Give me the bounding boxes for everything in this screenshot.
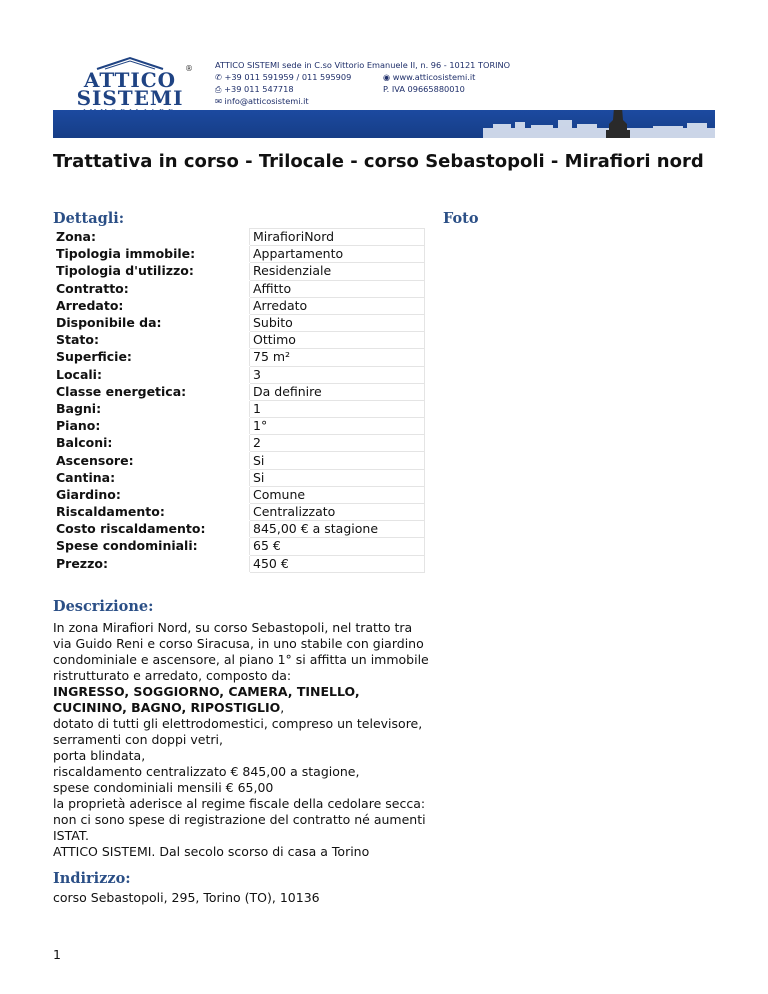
detail-value: Da definire [250, 383, 425, 400]
fax-number: +39 011 547718 [224, 84, 294, 94]
detail-value: Subito [250, 314, 425, 331]
letterhead [53, 50, 715, 138]
detail-value: 845,00 € a stagione [250, 521, 425, 538]
detail-label: Cantina: [53, 469, 250, 486]
detail-label: Stato: [53, 332, 250, 349]
details-row [53, 280, 425, 297]
detail-value: MirafioriNord [250, 229, 425, 246]
detail-value: Si [250, 469, 425, 486]
details-row [53, 521, 425, 538]
detail-value: 450 € [250, 555, 425, 572]
detail-label: Zona: [53, 229, 250, 246]
phone-number: +39 011 591959 / 011 595909 [224, 72, 352, 82]
detail-value: Arredato [250, 297, 425, 314]
details-row [53, 452, 425, 469]
detail-label: Bagni: [53, 400, 250, 417]
details-row [53, 332, 425, 349]
description-intro: In zona Mirafiori Nord, su corso Sebastopoli, nel tratto tra via Guido Reni e corso Siracusa, in uno stabile con giardino condominiale e ascensore, al piano 1° si affitta un immobile ristrutturato e arredato, composto da: [53, 620, 429, 683]
photo-heading: Foto [443, 210, 479, 227]
detail-label: Ascensore: [53, 452, 250, 469]
details-row [53, 435, 425, 452]
detail-label: Tipologia d'utilizzo: [53, 263, 250, 280]
detail-label: Disponibile da: [53, 314, 250, 331]
description-text [53, 620, 433, 860]
registered-mark: ® [185, 64, 193, 73]
details-table [53, 228, 425, 573]
detail-label: Costo riscaldamento: [53, 521, 250, 538]
details-row [53, 366, 425, 383]
details-row [53, 297, 425, 314]
detail-value: Affitto [250, 280, 425, 297]
description-line: la proprietà aderisce al regime fiscale della cedolare secca: non ci sono spese di registrazione del contratto né aumenti ISTAT. [53, 796, 426, 843]
detail-label: Arredato: [53, 297, 250, 314]
vat-number: P. IVA 09665880010 [383, 84, 465, 94]
detail-value: 1 [250, 400, 425, 417]
details-row [53, 538, 425, 555]
detail-label: Prezzo: [53, 555, 250, 572]
detail-value: Si [250, 452, 425, 469]
detail-value: Centralizzato [250, 504, 425, 521]
phone-line [215, 72, 351, 83]
email-line [215, 96, 309, 107]
detail-value: Residenziale [250, 263, 425, 280]
phone-icon: ✆ [215, 72, 222, 82]
details-row [53, 504, 425, 521]
description-heading: Descrizione: [53, 598, 154, 615]
detail-value: Comune [250, 486, 425, 503]
description-rooms: INGRESSO, SOGGIORNO, CAMERA, TINELLO, CUCININO, BAGNO, RIPOSTIGLIO [53, 684, 360, 715]
details-row [53, 314, 425, 331]
address-heading: Indirizzo: [53, 870, 131, 887]
description-rooms-punct: , [280, 700, 285, 715]
description-line: porta blindata, [53, 748, 146, 763]
description-line: dotato di tutti gli elettrodomestici, compreso un televisore, [53, 716, 423, 731]
detail-value: 3 [250, 366, 425, 383]
detail-label: Spese condominiali: [53, 538, 250, 555]
globe-icon: ◉ [383, 72, 391, 82]
details-row [53, 349, 425, 366]
description-line: riscaldamento centralizzato € 845,00 a stagione, [53, 764, 360, 779]
fax-line [215, 84, 294, 95]
details-row [53, 469, 425, 486]
details-row [53, 263, 425, 280]
detail-value: 2 [250, 435, 425, 452]
detail-label: Contratto: [53, 280, 250, 297]
detail-label: Riscaldamento: [53, 504, 250, 521]
detail-value: 75 m² [250, 349, 425, 366]
description-line: spese condominiali mensili € 65,00 [53, 780, 274, 795]
envelope-icon: ✉ [215, 96, 222, 106]
website-link[interactable]: www.atticosistemi.it [392, 72, 476, 82]
logo-line1: ATTICO [83, 68, 177, 92]
details-row [53, 400, 425, 417]
details-row [53, 246, 425, 263]
detail-label: Superficie: [53, 349, 250, 366]
email-link[interactable]: info@atticosistemi.it [224, 96, 309, 106]
detail-label: Giardino: [53, 486, 250, 503]
detail-value: 65 € [250, 538, 425, 555]
detail-label: Locali: [53, 366, 250, 383]
turin-skyline-icon [53, 110, 715, 138]
detail-label: Classe energetica: [53, 383, 250, 400]
detail-value: 1° [250, 418, 425, 435]
detail-label: Balconi: [53, 435, 250, 452]
detail-value: Appartamento [250, 246, 425, 263]
details-row [53, 555, 425, 572]
details-row [53, 418, 425, 435]
detail-value: Ottimo [250, 332, 425, 349]
logo-line2: SISTEMI [76, 86, 184, 110]
page-title: Trattativa in corso - Trilocale - corso Sebastopoli - Mirafiori nord [53, 151, 704, 172]
details-heading: Dettagli: [53, 210, 125, 227]
printer-icon: ⎙ [215, 84, 222, 94]
detail-label: Tipologia immobile: [53, 246, 250, 263]
details-row [53, 383, 425, 400]
property-address: corso Sebastopoli, 295, Torino (TO), 10136 [53, 890, 320, 905]
company-address: ATTICO SISTEMI sede in C.so Vittorio Emanuele II, n. 96 - 10121 TORINO [215, 60, 511, 70]
description-line: serramenti con doppi vetri, [53, 732, 223, 747]
header-banner [53, 110, 715, 138]
details-row [53, 486, 425, 503]
description-line: ATTICO SISTEMI. Dal secolo scorso di casa a Torino [53, 844, 370, 859]
page-number: 1 [53, 947, 61, 962]
website-line [383, 72, 475, 83]
details-row [53, 229, 425, 246]
detail-label: Piano: [53, 418, 250, 435]
